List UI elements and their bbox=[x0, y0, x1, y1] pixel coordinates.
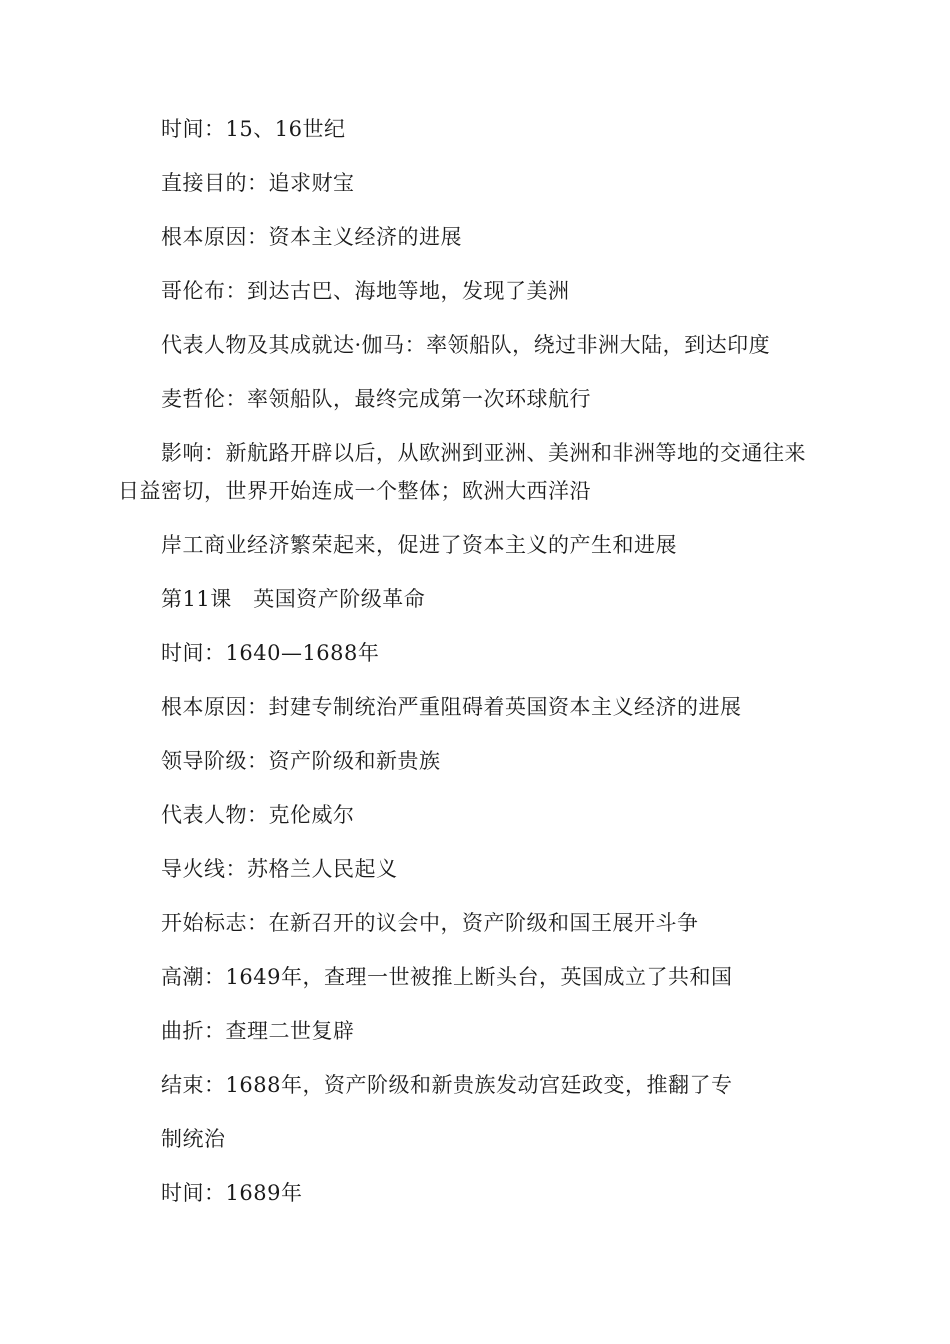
text-line: 代表人物及其成就达·伽马：率领船队，绕过非洲大陆，到达印度 bbox=[161, 333, 771, 357]
text-line: 时间：1640—1688年 bbox=[161, 641, 380, 665]
text-line: 直接目的：追求财宝 bbox=[161, 171, 355, 195]
text-line: 麦哲伦：率领船队，最终完成第一次环球航行 bbox=[161, 387, 591, 411]
text-line: 导火线：苏格兰人民起义 bbox=[161, 857, 398, 881]
text-line: 领导阶级：资产阶级和新贵族 bbox=[161, 749, 441, 773]
text-line: 结束：1688年，资产阶级和新贵族发动宫廷政变，推翻了专 bbox=[161, 1073, 733, 1097]
text-line: 开始标志：在新召开的议会中，资产阶级和国王展开斗争 bbox=[161, 911, 699, 935]
text-line: 根本原因：资本主义经济的进展 bbox=[161, 225, 462, 249]
text-line: 岸工商业经济繁荣起来，促进了资本主义的产生和进展 bbox=[161, 533, 677, 557]
text-line: 影响：新航路开辟以后，从欧洲到亚洲、美洲和非洲等地的交通往来 bbox=[161, 441, 806, 465]
text-line: 曲折：查理二世复辟 bbox=[161, 1019, 355, 1043]
text-line: 时间：15、16世纪 bbox=[161, 117, 346, 141]
text-line: 高潮：1649年，查理一世被推上断头台，英国成立了共和国 bbox=[161, 965, 733, 989]
text-line: 日益密切，世界开始连成一个整体；欧洲大西洋沿 bbox=[118, 479, 591, 503]
text-line: 哥伦布：到达古巴、海地等地，发现了美洲 bbox=[161, 279, 570, 303]
text-line: 时间：1689年 bbox=[161, 1181, 303, 1205]
text-line: 制统治 bbox=[161, 1127, 226, 1151]
text-line: 根本原因：封建专制统治严重阻碍着英国资本主义经济的进展 bbox=[161, 695, 742, 719]
section-heading: 第11课 英国资产阶级革命 bbox=[161, 587, 426, 611]
text-line: 代表人物：克伦威尔 bbox=[161, 803, 355, 827]
